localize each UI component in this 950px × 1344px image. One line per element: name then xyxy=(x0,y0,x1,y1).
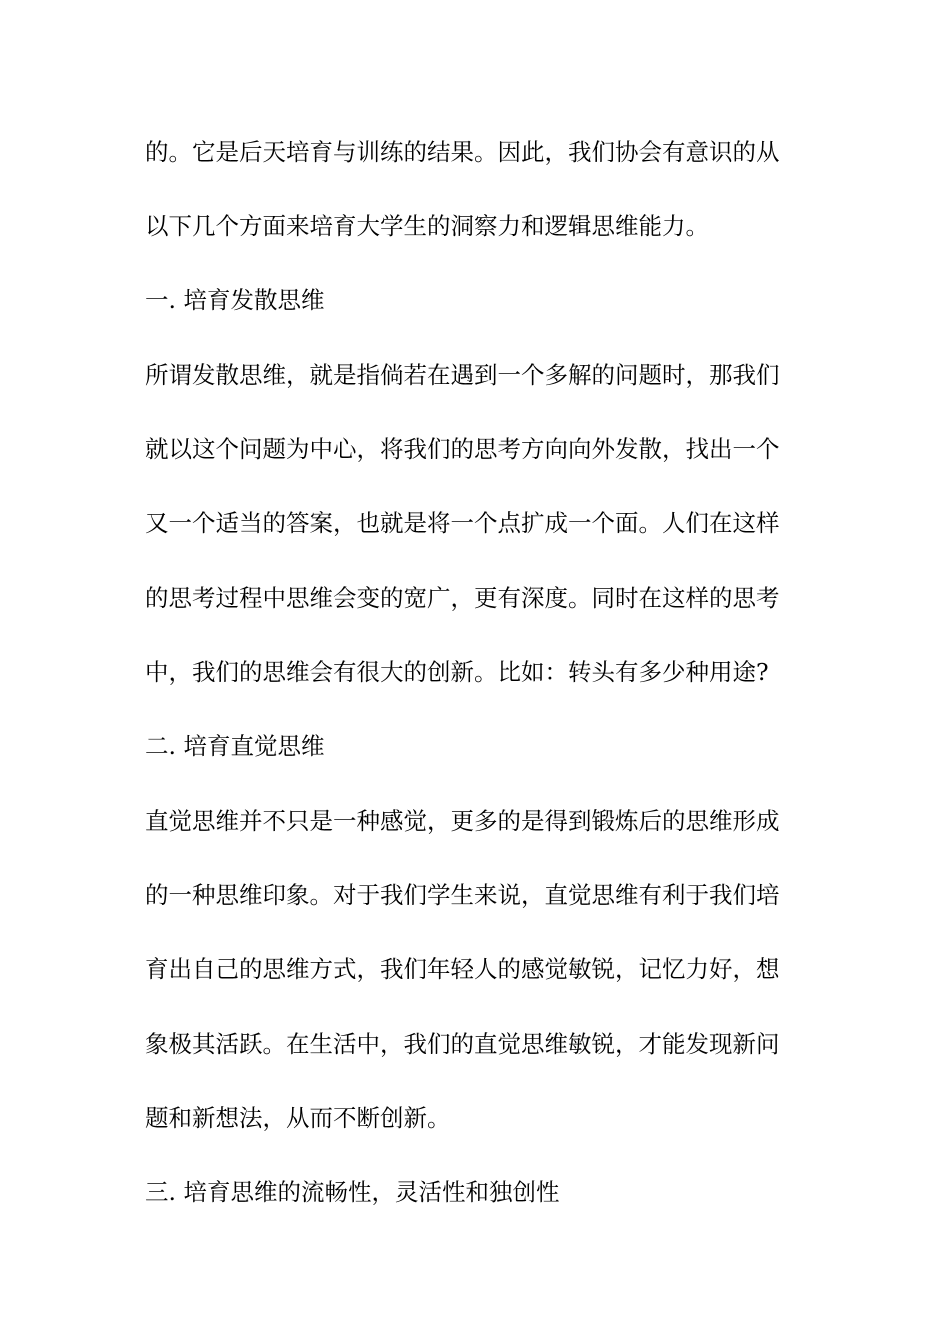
section-heading-2: 二. 培育直觉思维 xyxy=(145,732,325,760)
section-heading-3: 三. 培育思维的流畅性，灵活性和独创性 xyxy=(145,1178,560,1206)
paragraph-line: 就以这个问题为中心，将我们的思考方向向外发散，找出一个 xyxy=(145,435,780,463)
paragraph-line: 题和新想法，从而不断创新。 xyxy=(145,1104,451,1132)
paragraph-line: 的思考过程中思维会变的宽广，更有深度。同时在这样的思考 xyxy=(145,584,780,612)
paragraph-line: 的一种思维印象。对于我们学生来说，直觉思维有利于我们培 xyxy=(145,881,780,909)
paragraph-line: 中，我们的思维会有很大的创新。比如：转头有多少种用途? xyxy=(145,658,769,686)
paragraph-line: 育出自己的思维方式，我们年轻人的感觉敏锐，记忆力好，想 xyxy=(145,955,780,983)
paragraph-line: 直觉思维并不只是一种感觉，更多的是得到锻炼后的思维形成 xyxy=(145,807,780,835)
paragraph-line-continued: 以下几个方面来培育大学生的洞察力和逻辑思维能力。 xyxy=(145,212,709,240)
section-heading-1: 一. 培育发散思维 xyxy=(145,286,325,314)
paragraph-line: 所谓发散思维，就是指倘若在遇到一个多解的问题时，那我们 xyxy=(145,361,780,389)
paragraph-line: 象极其活跃。在生活中，我们的直觉思维敏锐，才能发现新问 xyxy=(145,1030,780,1058)
paragraph-line-continued: 的。它是后天培育与训练的结果。因此，我们协会有意识的从 xyxy=(145,138,780,166)
paragraph-line: 又一个适当的答案，也就是将一个点扩成一个面。人们在这样 xyxy=(145,509,780,537)
